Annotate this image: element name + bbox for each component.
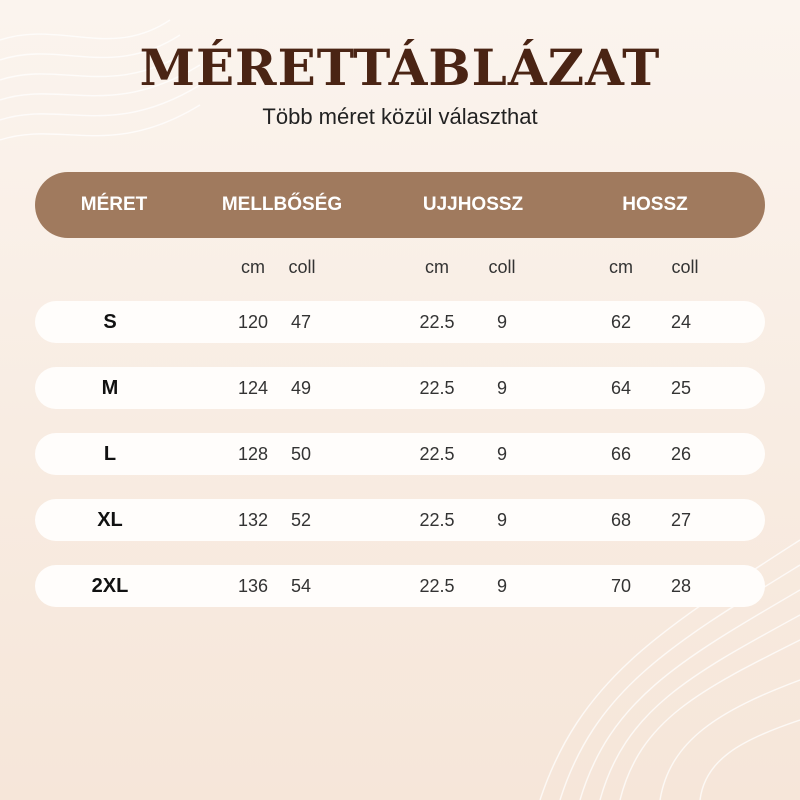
row-chest-in: 52 bbox=[290, 510, 312, 530]
row-sleeve-cm: 22.5 bbox=[419, 378, 455, 398]
table-row bbox=[35, 499, 765, 541]
table-row bbox=[35, 565, 765, 607]
row-chest-cm: 132 bbox=[237, 510, 269, 530]
unit-chest-cm: cm bbox=[241, 257, 265, 277]
page-subtitle: Több méret közül választhat bbox=[262, 104, 538, 129]
row-size: S bbox=[103, 311, 117, 333]
table-row bbox=[35, 301, 765, 343]
header-sleeve: UJJHOSSZ bbox=[422, 194, 524, 215]
row-size: 2XL bbox=[91, 575, 129, 597]
row-chest-cm: 128 bbox=[237, 444, 269, 464]
row-length-in: 25 bbox=[670, 378, 692, 398]
table-row bbox=[35, 367, 765, 409]
row-chest-in: 49 bbox=[290, 378, 312, 398]
page-title: MÉRETTÁBLÁZAT bbox=[139, 38, 661, 97]
row-size: XL bbox=[97, 509, 123, 531]
row-length-cm: 68 bbox=[610, 510, 632, 530]
row-length-cm: 70 bbox=[610, 576, 632, 596]
row-chest-cm: 124 bbox=[237, 378, 269, 398]
row-length-cm: 66 bbox=[610, 444, 632, 464]
unit-sleeve-cm: cm bbox=[425, 257, 449, 277]
row-chest-cm: 120 bbox=[237, 312, 269, 332]
row-length-cm: 62 bbox=[610, 312, 632, 332]
unit-length-cm: cm bbox=[609, 257, 633, 277]
row-length-in: 26 bbox=[670, 444, 692, 464]
row-size: M bbox=[101, 377, 119, 399]
row-chest-cm: 136 bbox=[237, 576, 269, 596]
row-sleeve-cm: 22.5 bbox=[419, 510, 455, 530]
row-sleeve-in: 9 bbox=[496, 576, 508, 596]
table-row bbox=[35, 433, 765, 475]
header-chest: MELLBŐSÉG bbox=[221, 194, 343, 215]
row-chest-in: 47 bbox=[290, 312, 312, 332]
header-length: HOSSZ bbox=[622, 194, 688, 215]
row-chest-in: 50 bbox=[290, 444, 312, 464]
row-sleeve-in: 9 bbox=[496, 378, 508, 398]
row-chest-in: 54 bbox=[290, 576, 312, 596]
row-sleeve-cm: 22.5 bbox=[419, 312, 455, 332]
row-sleeve-cm: 22.5 bbox=[419, 576, 455, 596]
row-size: L bbox=[103, 443, 117, 465]
row-sleeve-in: 9 bbox=[496, 444, 508, 464]
unit-length-in: coll bbox=[671, 257, 699, 277]
row-length-in: 28 bbox=[670, 576, 692, 596]
unit-sleeve-in: coll bbox=[488, 257, 516, 277]
row-sleeve-in: 9 bbox=[496, 312, 508, 332]
header-size: MÉRET bbox=[80, 194, 148, 215]
row-length-in: 24 bbox=[670, 312, 692, 332]
row-length-cm: 64 bbox=[610, 378, 632, 398]
row-sleeve-in: 9 bbox=[496, 510, 508, 530]
row-length-in: 27 bbox=[670, 510, 692, 530]
unit-chest-in: coll bbox=[288, 257, 316, 277]
table-header bbox=[35, 172, 765, 238]
row-sleeve-cm: 22.5 bbox=[419, 444, 455, 464]
